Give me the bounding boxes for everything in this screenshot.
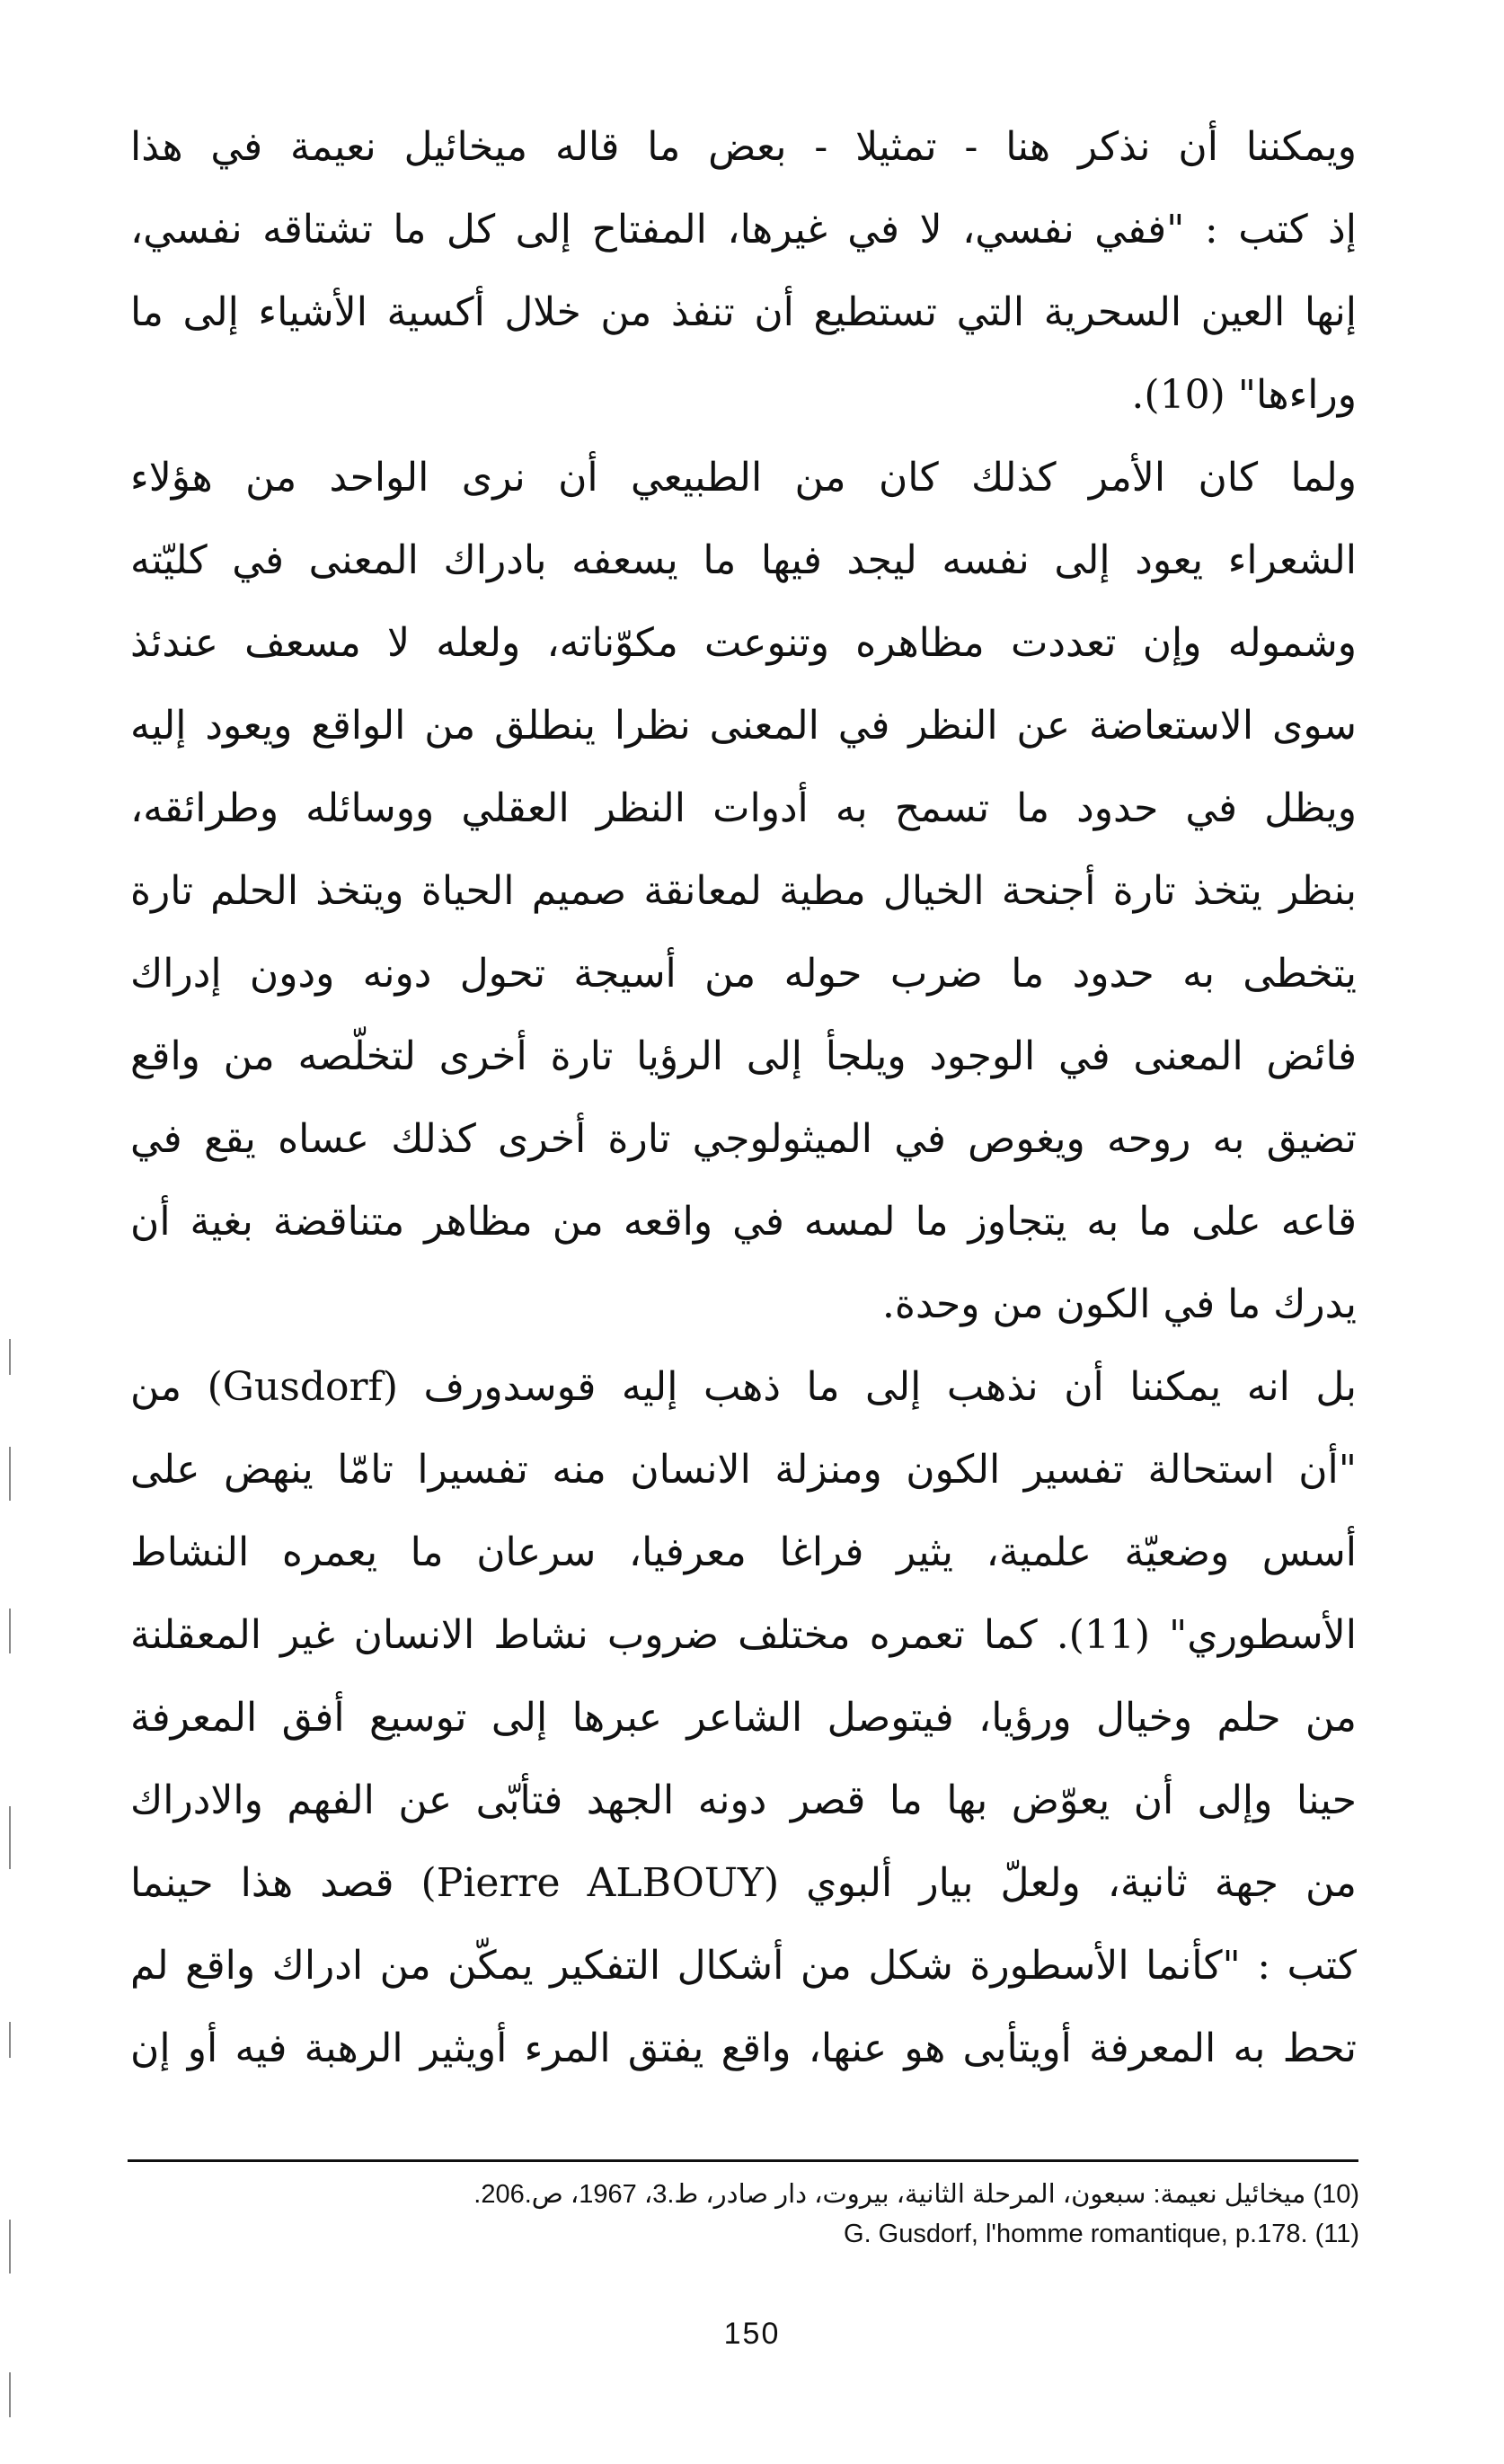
text-line: الأسطوري" (11). كما تعمره مختلف ضروب نشاط الانسان غير المعقلنة <box>130 1612 1357 1658</box>
text-line: قاعه على ما به يتجاوز ما لمسه في واقعه من مظاهر متناقضة بغية أن <box>130 1199 1357 1245</box>
text-line: من حلم وخيال ورؤيا، فيتوصل الشاعر عبرها إلى توسيع أفق المعرفة <box>130 1695 1357 1741</box>
text-line: إنها العين السحرية التي تستطيع أن تنفذ من خلال أكسية الأشياء إلى ما <box>130 289 1357 335</box>
footnote-10: (10) ميخائيل نعيمة: سبعون، المرحلة الثانية، بيروت، دار صادر، ط.3، 1967، ص.206. <box>473 2180 1359 2209</box>
text-line: أسس وضعيّة علمية، يثير فراغا معرفيا، سرعان ما يعمره النشاط <box>130 1529 1357 1575</box>
text-line: سوى الاستعاضة عن النظر في المعنى نظرا ينطلق من الواقع ويعود إليه <box>130 703 1357 749</box>
body-text <box>130 106 1357 2090</box>
text-line: فائض المعنى في الوجود ويلجأ إلى الرؤيا تارة أخرى لتخلّصه من واقع <box>130 1033 1357 1079</box>
text-line: إذ كتب : "ففي نفسي، لا في غيرها، المفتاح إلى كل ما تشتاقه نفسي، <box>130 207 1357 253</box>
scan-margin-marks <box>9 1339 14 2444</box>
text-line: ولما كان الأمر كذلك كان من الطبيعي أن نرى الواحد من هؤلاء <box>130 455 1357 501</box>
text-line: بنظر يتخذ تارة أجنحة الخيال مطية لمعانقة صميم الحياة ويتخذ الحلم تارة <box>130 868 1357 914</box>
page-number: 150 <box>723 2317 781 2351</box>
text-line: حينا وإلى أن يعوّض بها ما قصر دونه الجهد فتأبّى عن الفهم والادراك <box>130 1777 1357 1823</box>
text-line: ويمكننا أن نذكر هنا - تمثيلا - بعض ما قاله ميخائيل نعيمة في هذا <box>130 124 1357 170</box>
text-line: وراءها" (10). <box>1131 372 1357 418</box>
text-line: يتخطى به حدود ما ضرب حوله من أسيجة تحول دونه ودون إدراك <box>130 951 1357 997</box>
footnote-divider <box>128 2159 1358 2162</box>
text-line: بل انه يمكننا أن نذهب إلى ما ذهب إليه قوسدورف (Gusdorf) من <box>130 1364 1357 1410</box>
text-line: الشعراء يعود إلى نفسه ليجد فيها ما يسعفه بادراك المعنى في كليّته <box>130 537 1357 583</box>
text-line: "أن استحالة تفسير الكون ومنزلة الانسان منه تفسيرا تامّا ينهض على <box>130 1447 1357 1493</box>
text-line: وشموله وإن تعددت مظاهره وتنوعت مكوّناته، ولعله لا مسعف عندئذ <box>130 620 1357 666</box>
footnote-11: G. Gusdorf, l'homme romantique, p.178. (11) <box>844 2220 1359 2248</box>
footnotes <box>133 2175 1359 2254</box>
text-line: تحط به المعرفة أويتأبى هو عنها، واقع يفتق المرء أويثير الرهبة فيه أو إن <box>130 2025 1357 2071</box>
text-line: ويظل في حدود ما تسمح به أدوات النظر العقلي ووسائله وطرائقه، <box>130 785 1357 831</box>
text-line: يدرك ما في الكون من وحدة. <box>881 1281 1357 1327</box>
text-line: تضيق به روحه ويغوص في الميثولوجي تارة أخرى كذلك عساه يقع في <box>130 1116 1357 1162</box>
text-line: كتب : "كأنما الأسطورة شكل من أشكال التفكير يمكّن من ادراك واقع لم <box>130 1943 1357 1989</box>
text-line: من جهة ثانية، ولعلّ بيار ألبوي (Pierre ALBOUY) قصد هذا حينما <box>130 1860 1357 1906</box>
